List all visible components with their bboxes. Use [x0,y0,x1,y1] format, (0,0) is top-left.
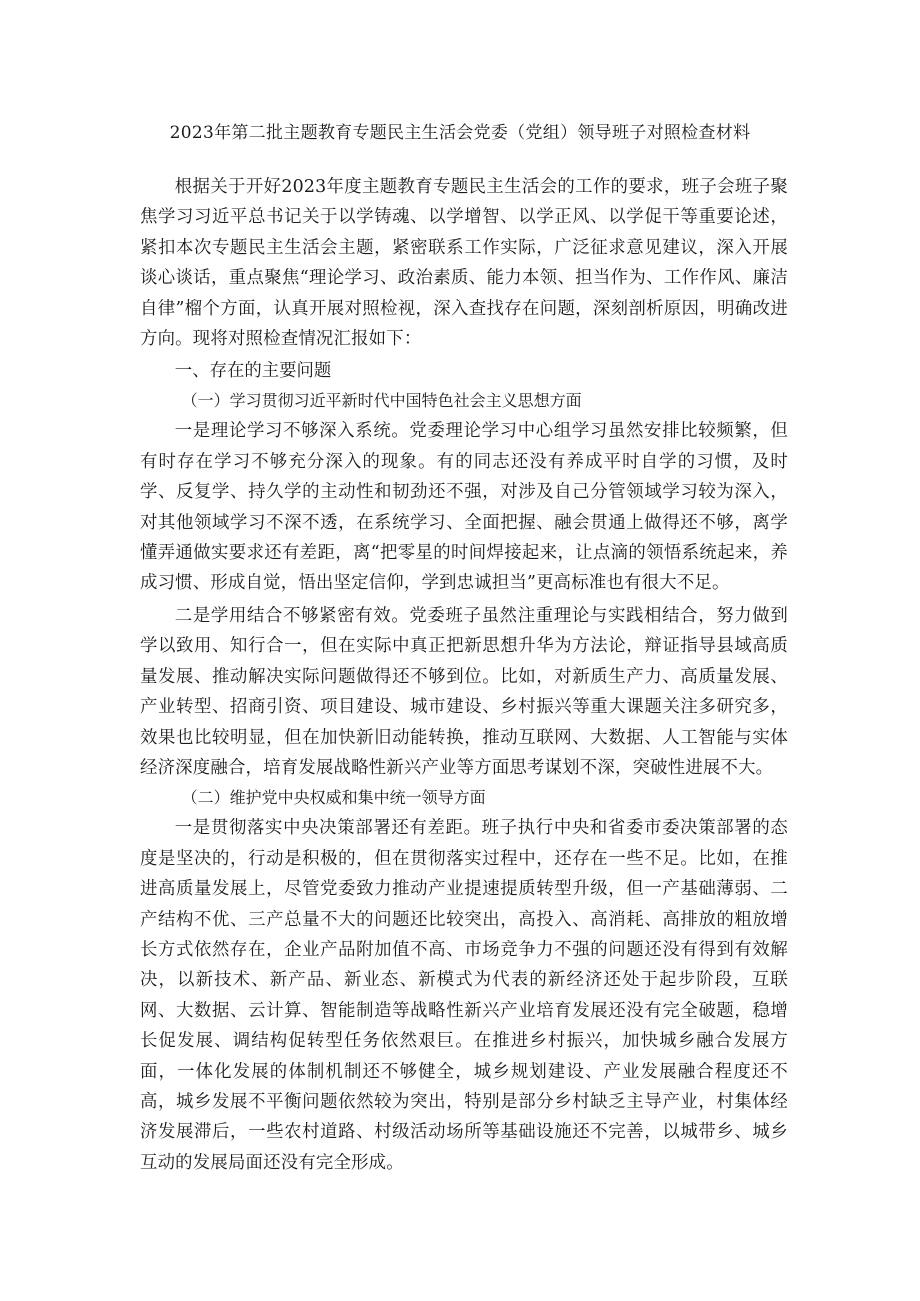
subsection-heading-central-authority: （二）维护党中央权威和集中统一领导方面 [181,788,486,808]
document-body [140,172,788,1178]
section-heading-main-problems: 一、存在的主要问题 [174,361,332,382]
subsection-heading-study: （一）学习贯彻习近平新时代中国特色社会主义思想方面 [181,391,582,411]
intro-paragraph: 根据关于开好2023年度主题教育专题民主生活会的工作的要求，班子会班子聚焦学习习近平总书记关于以学铸魂、以学增智、以学正风、以学促干等重要论述，紧扣本次专题民主生活会主题，紧密联系工作实际，广泛征求意见建议，深入开展谈心谈话，重点聚焦“理论学习、政治素质、能力本领、担当作为、工作作风、廉洁自律”榴个方面，认真开展对照检视，深入查找存在问题，深刻剖析原因，明确改进方向。现将对照检查情况汇报如下： [140,177,788,350]
paragraph-study-application: 二是学用结合不够紧密有效。党委班子虽然注重理论与实践相结合，努力做到学以致用、知行合一，但在实际中真正把新思想升华为方法论，辩证指导县域高质量发展、推动解决实际问题做得还不够到位。比如，对新质生产力、高质量发展、产业转型、招商引资、项目建设、城市建设、乡村振兴等重大课题关注多研究多，效果也比较明显，但在加快新旧动能转换，推动互联网、大数据、人工智能与实体经济深度融合，培育发展战略性新兴产业等方面思考谋划不深，突破性进展不大。 [140,605,788,778]
document-title: 2023年第二批主题教育专题民主生活会党委（党组）领导班子对照检查材料 [169,123,751,143]
paragraph-theory-study: 一是理论学习不够深入系统。党委理论学习中心组学习虽然安排比较频繁，但有时存在学习不够充分深入的现象。有的同志还没有养成平时自学的习惯，及时学、反复学、持久学的主动性和韧劲还不强，对涉及自己分管领域学习较为深入，对其他领域学习不深不透，在系统学习、全面把握、融会贯通上做得还不够，离学懂弄通做实要求还有差距，离“把零星的时间焊接起来，让点滴的领悟系统起来，养成习惯、形成自觉，悟出坚定信仰，学到忠诚担当”更高标准也有很大不足。 [140,421,788,594]
paragraph-implementation: 一是贯彻落实中央决策部署还有差距。班子执行中央和省委市委决策部署的态度是坚决的，行动是积极的，但在贯彻落实过程中，还存在一些不足。比如，在推进高质量发展上，尽管党委致力推动产业提速提质转型升级，但一产基础薄弱、二产结构不优、三产总量不大的问题还比较突出，高投入、高消耗、高排放的粗放增长方式依然存在，企业产品附加值不高、市场竞争力不强的问题还没有得到有效解决，以新技术、新产品、新业态、新模式为代表的新经济还处于起步阶段，互联网、大数据、云计算、智能制造等战略性新兴产业培育发展还没有完全破题，稳增长促发展、调结构促转型任务依然艰巨。在推进乡村振兴，加快城乡融合发展方面，一体化发展的体制机制还不够健全，城乡规划建设、产业发展融合程度还不高，城乡发展不平衡问题依然较为突出，特别是部分乡村缺乏主导产业，村集体经济发展滞后，一些农村道路、村级活动场所等基础设施还不完善，以城带乡、城乡互动的发展局面还没有完全形成。 [140,818,788,1173]
